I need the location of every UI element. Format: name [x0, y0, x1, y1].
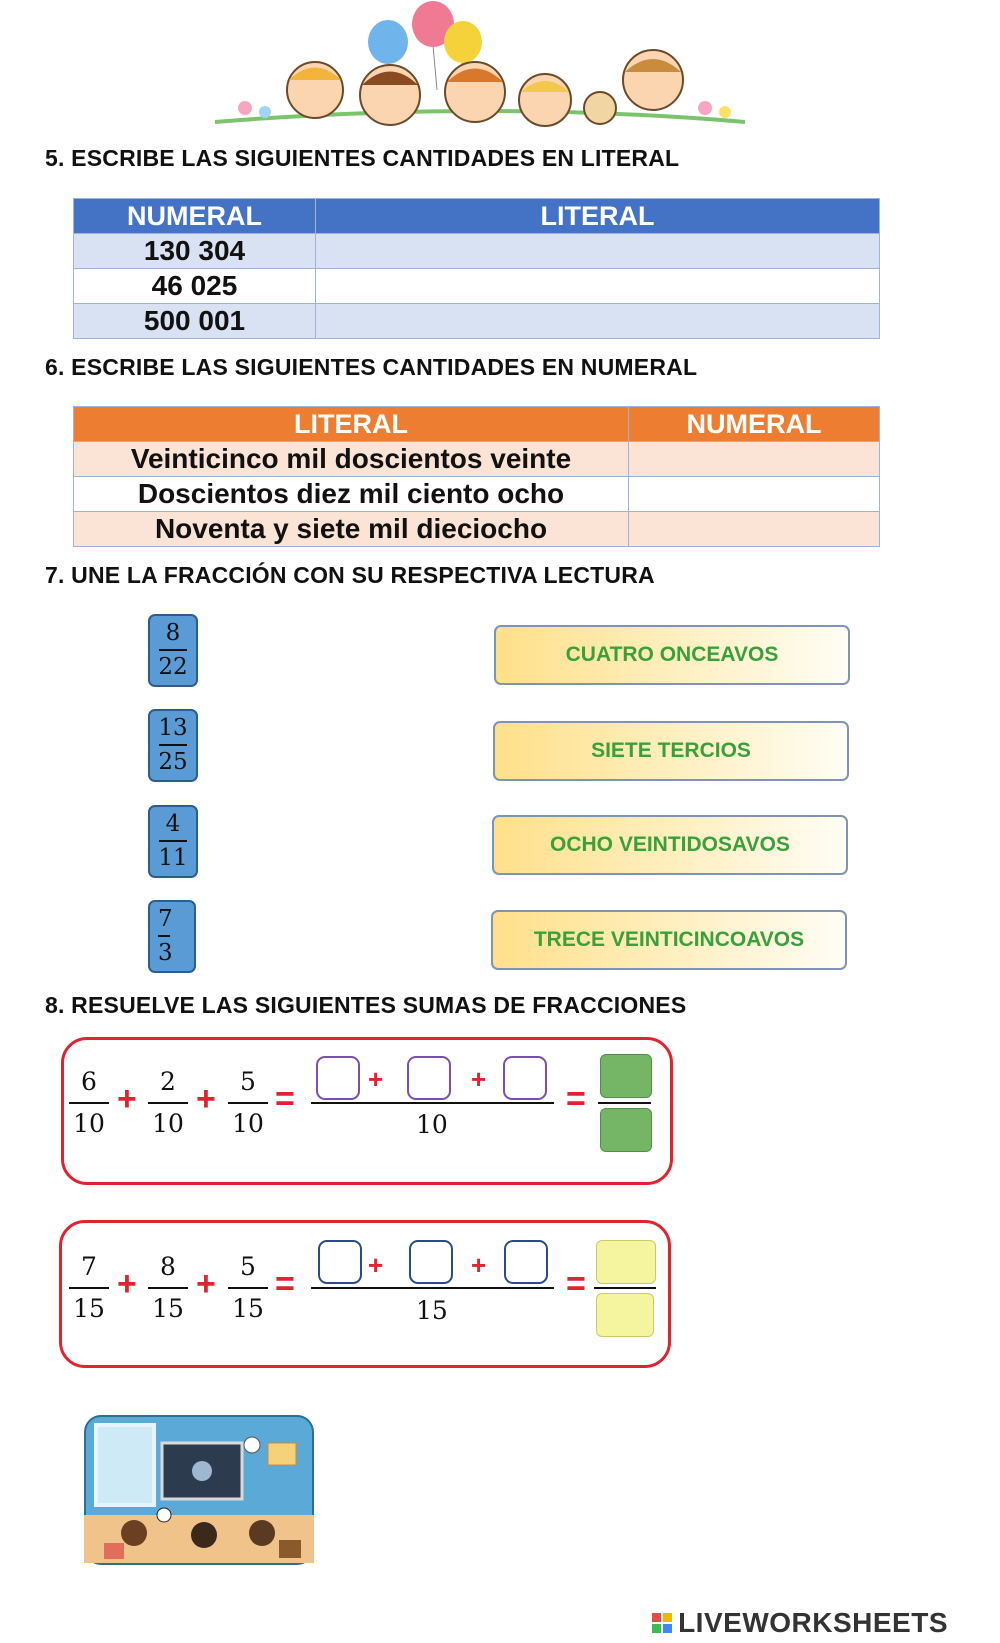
numerator-input[interactable] — [407, 1056, 451, 1100]
numeral-value: 130 304 — [74, 234, 316, 269]
section6-heading: 6. ESCRIBE LAS SIGUIENTES CANTIDADES EN NUMERAL — [45, 354, 698, 380]
child-face — [519, 74, 571, 126]
addend-fraction: 5 10 — [228, 1066, 268, 1140]
reading-box[interactable]: OCHO VEINTIDOSAVOS — [492, 815, 848, 875]
section7-heading: 7. UNE LA FRACCIÓN CON SU RESPECTIVA LECTURA — [45, 562, 655, 588]
fraction-denominator: 11 — [158, 845, 188, 871]
child-head — [249, 1520, 275, 1546]
numerator-input[interactable] — [503, 1056, 547, 1100]
plus-sign: + — [196, 1080, 216, 1118]
numeral-value: 46 025 — [74, 269, 316, 304]
fraction-denominator: 22 — [158, 654, 188, 680]
fraction-numerator: 4 — [165, 811, 181, 837]
child-face — [623, 50, 683, 110]
column-header-numeral: NUMERAL — [629, 407, 880, 442]
equals-sign: = — [275, 1080, 295, 1118]
result-denominator-input[interactable] — [596, 1293, 654, 1337]
addend-fraction: 5 15 — [228, 1251, 268, 1325]
classroom-illustration — [84, 1415, 314, 1565]
addend-fraction: 8 15 — [148, 1251, 188, 1325]
child-head — [191, 1522, 217, 1548]
numeral-value: 500 001 — [74, 304, 316, 339]
window — [96, 1425, 154, 1505]
literal-value: Noventa y siete mil dieciocho — [74, 512, 629, 547]
balloon-yellow — [444, 21, 482, 63]
addend-fraction: 6 10 — [69, 1066, 109, 1140]
numeral-to-literal-table — [73, 198, 880, 339]
plus-sign: + — [196, 1265, 216, 1303]
literal-answer-field[interactable] — [316, 234, 880, 269]
result-denominator-input[interactable] — [600, 1108, 652, 1152]
numeral-answer-field[interactable] — [629, 477, 880, 512]
fraction-tile[interactable] — [148, 614, 198, 687]
fraction-numerator: 7 — [158, 906, 173, 932]
kids-balloons-banner — [205, 0, 765, 130]
child-face — [287, 62, 343, 118]
fraction-denominator: 25 — [158, 749, 188, 775]
numerator-input[interactable] — [504, 1240, 548, 1284]
fraction-numerator: 13 — [158, 715, 188, 741]
column-header-numeral: NUMERAL — [74, 199, 316, 234]
common-denominator: 15 — [416, 1296, 448, 1325]
numerator-input[interactable] — [318, 1240, 362, 1284]
common-denominator: 10 — [416, 1110, 448, 1139]
fraction-numerator: 8 — [165, 620, 181, 646]
literal-value: Doscientos diez mil ciento ocho — [74, 477, 629, 512]
literal-to-numeral-table — [73, 406, 880, 547]
plus-sign: + — [368, 1064, 384, 1094]
reading-box[interactable]: SIETE TERCIOS — [493, 721, 849, 781]
plus-sign: + — [471, 1064, 487, 1094]
equals-sign: = — [275, 1265, 295, 1303]
result-numerator-input[interactable] — [596, 1240, 656, 1284]
fraction-tile[interactable] — [148, 900, 196, 973]
plus-sign: + — [368, 1250, 384, 1280]
equals-sign: = — [566, 1265, 586, 1303]
section8-heading: 8. RESUELVE LAS SIGUIENTES SUMAS DE FRACCIONES — [45, 992, 687, 1018]
liveworksheets-logo-icon — [652, 1613, 672, 1633]
literal-value: Veinticinco mil doscientos veinte — [74, 442, 629, 477]
watermark-text: LIVEWORKSHEETS — [678, 1607, 948, 1638]
liveworksheets-watermark — [652, 1607, 948, 1639]
section5-heading: 5. ESCRIBE LAS SIGUIENTES CANTIDADES EN LITERAL — [45, 145, 680, 171]
reading-box[interactable]: TRECE VEINTICINCOAVOS — [491, 910, 847, 970]
addend-fraction: 2 10 — [148, 1066, 188, 1140]
result-numerator-input[interactable] — [600, 1054, 652, 1098]
fraction-tile[interactable] — [148, 805, 198, 878]
fraction-tile[interactable] — [148, 709, 198, 782]
equals-sign: = — [566, 1080, 586, 1118]
dog-face — [584, 92, 616, 124]
column-header-literal: LITERAL — [316, 199, 880, 234]
literal-answer-field[interactable] — [316, 269, 880, 304]
reading-box[interactable]: CUATRO ONCEAVOS — [494, 625, 850, 685]
child-head — [121, 1520, 147, 1546]
literal-answer-field[interactable] — [316, 304, 880, 339]
balloon-blue — [368, 20, 408, 64]
child-face — [360, 65, 420, 125]
numeral-answer-field[interactable] — [629, 512, 880, 547]
numerator-input[interactable] — [316, 1056, 360, 1100]
child-face — [445, 62, 505, 122]
plus-sign: + — [471, 1250, 487, 1280]
wall-clock — [244, 1437, 260, 1453]
numerator-input[interactable] — [409, 1240, 453, 1284]
numeral-answer-field[interactable] — [629, 442, 880, 477]
plus-sign: + — [117, 1080, 137, 1118]
column-header-literal: LITERAL — [74, 407, 629, 442]
addend-fraction: 7 15 — [69, 1251, 109, 1325]
fraction-denominator: 3 — [158, 940, 173, 966]
plus-sign: + — [117, 1265, 137, 1303]
